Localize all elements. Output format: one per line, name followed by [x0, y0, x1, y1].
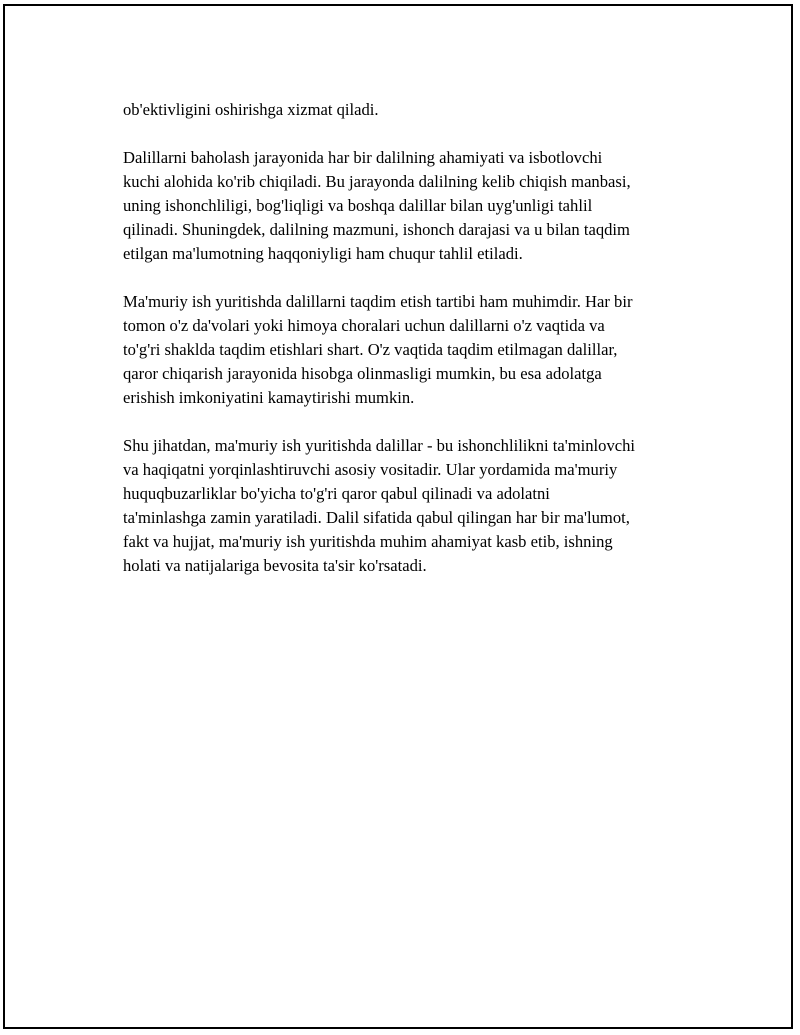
paragraph-2: Dalillarni baholash jarayonida har bir dalilning ahamiyati va isbotlovchi kuchi alohida ko'rib chiqiladi. Bu jarayonda dalilning kelib chiqish manbasi, uning ishonchliligi, bog'liqligi va boshqa dalillar bilan uyg'unligi tahlil qilinadi. Shuningdek, dalilning mazmuni, ishonch darajasi va u bilan taqdim etilgan ma'lumotning haqqoniyligi ham chuqur tahlil etiladi.: [123, 148, 631, 263]
paragraph-1: ob'ektivligini oshirishga xizmat qiladi.: [123, 100, 379, 119]
document-body: [123, 98, 703, 602]
document-page: [3, 4, 793, 1029]
paragraph-3: Ma'muriy ish yuritishda dalillarni taqdim etish tartibi ham muhimdir. Har bir tomon o'z da'volari yoki himoya choralari uchun dalillarni o'z vaqtida va to'g'ri shaklda taqdim etishlari shart. O'z vaqtida taqdim etilmagan dalillar, qaror chiqarish jarayonida hisobga olinmasligi mumkin, bu esa adolatga erishish imkoniyatini kamaytirishi mumkin.: [123, 292, 633, 407]
paragraph-4: Shu jihatdan, ma'muriy ish yuritishda dalillar - bu ishonchlilikni ta'minlovchi va haqiqatni yorqinlashtiruvchi asosiy vositadir. Ular yordamida ma'muriy huquqbuzarliklar bo'yicha to'g'ri qaror qabul qilinadi va adolatni ta'minlashga zamin yaratiladi. Dalil sifatida qabul qilingan har bir ma'lumot, fakt va hujjat, ma'muriy ish yuritishda muhim ahamiyat kasb etib, ishning holati va natijalariga bevosita ta'sir ko'rsatadi.: [123, 436, 636, 575]
